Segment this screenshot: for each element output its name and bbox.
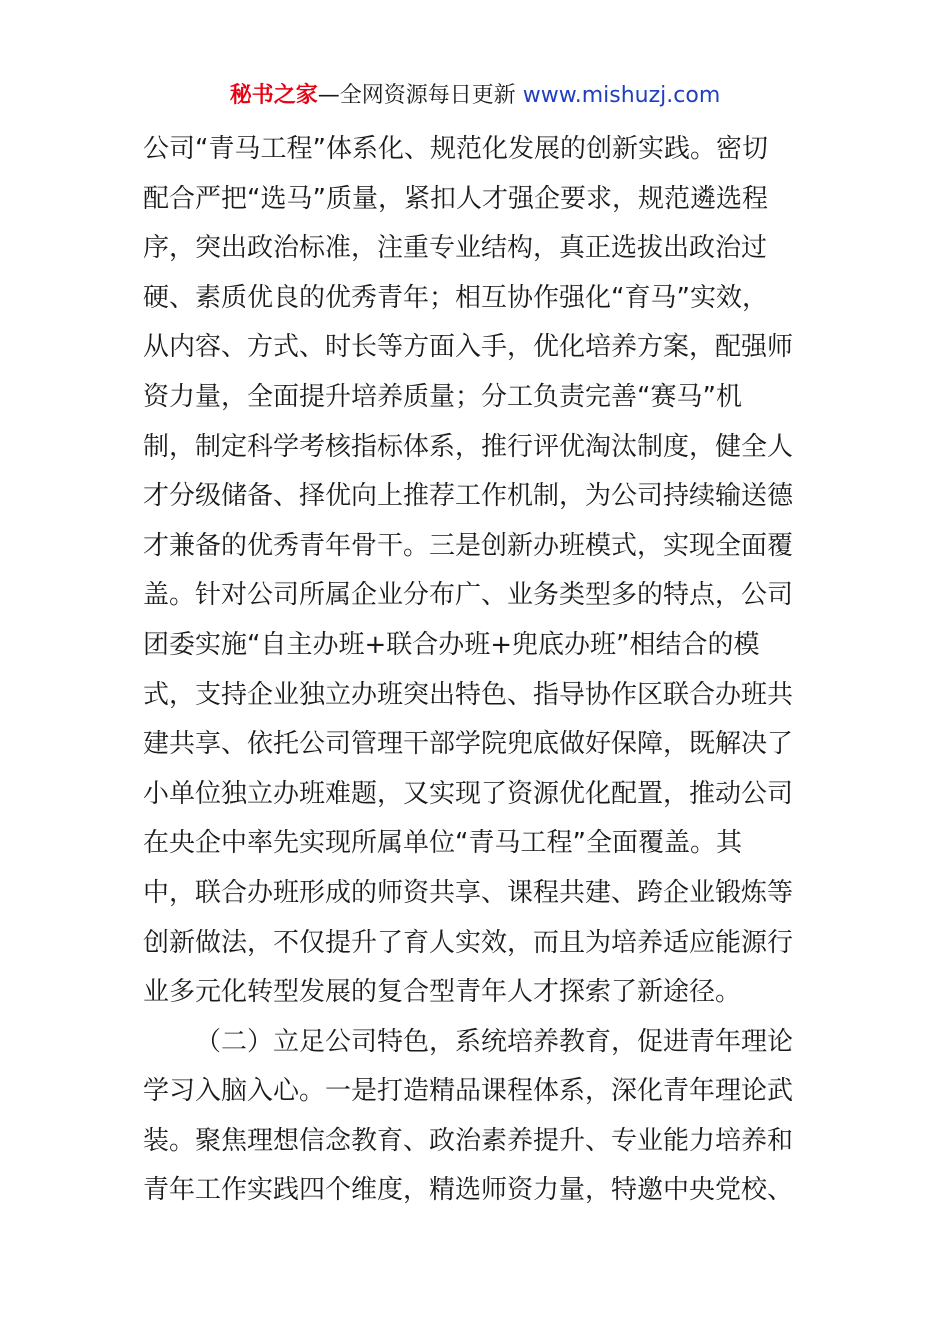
site-brand: 秘书之家 bbox=[229, 83, 318, 108]
text-line: 硬、素质优良的优秀青年；相互协作强化“育马”实效， bbox=[143, 282, 768, 313]
text-line: 制，制定科学考核指标体系，推行评优淘汰制度，健全人 bbox=[143, 431, 794, 462]
text-line: 才兼备的优秀青年骨干。三是创新办班模式，实现全面覆 bbox=[143, 530, 794, 561]
text-line: 青年工作实践四个维度，精选师资力量，特邀中央党校、 bbox=[143, 1175, 794, 1206]
text-line: 序，突出政治标准，注重专业结构，真正选拔出政治过 bbox=[143, 233, 768, 264]
site-tagline: —全网资源每日更新 bbox=[317, 83, 523, 108]
text-line: 创新做法，不仅提升了育人实效，而且为培养适应能源行 bbox=[143, 927, 794, 958]
site-header bbox=[0, 80, 950, 112]
text-line: 学习入脑入心。一是打造精品课程体系，深化青年理论武 bbox=[143, 1076, 794, 1107]
text-line: 在央企中率先实现所属单位“青马工程”全面覆盖。其 bbox=[143, 828, 742, 859]
text-line: 配合严把“选马”质量，紧扣人才强企要求，规范遴选程 bbox=[143, 183, 768, 214]
text-line: 中，联合办班形成的师资共享、课程共建、跨企业锻炼等 bbox=[143, 877, 794, 908]
text-line: 公司“青马工程”体系化、规范化发展的创新实践。密切 bbox=[143, 134, 768, 164]
section-heading-line: （二）立足公司特色，系统培养教育，促进青年理论 bbox=[195, 1026, 794, 1057]
text-line: 才分级储备、择优向上推荐工作机制，为公司持续输送德 bbox=[143, 481, 794, 512]
text-line: 团委实施“自主办班+联合办班+兜底办班”相结合的模 bbox=[143, 629, 760, 660]
text-line: 装。聚焦理想信念教育、政治素养提升、专业能力培养和 bbox=[143, 1125, 794, 1156]
text-line: 盖。针对公司所属企业分布广、业务类型多的特点，公司 bbox=[143, 580, 794, 611]
text-line: 业多元化转型发展的复合型青年人才探索了新途径。 bbox=[143, 977, 742, 1008]
text-line: 式，支持企业独立办班突出特色、指导协作区联合办班共 bbox=[143, 679, 794, 710]
text-line: 小单位独立办班难题，又实现了资源优化配置，推动公司 bbox=[143, 778, 794, 809]
text-line: 资力量，全面提升培养质量；分工负责完善“赛马”机 bbox=[143, 381, 742, 412]
document-body bbox=[143, 125, 813, 1216]
text-line: 建共享、依托公司管理干部学院兜底做好保障，既解决了 bbox=[143, 729, 794, 760]
site-url-link[interactable]: www.mishuzj.com bbox=[522, 83, 721, 108]
text-line: 从内容、方式、时长等方面入手，优化培养方案，配强师 bbox=[143, 332, 794, 363]
